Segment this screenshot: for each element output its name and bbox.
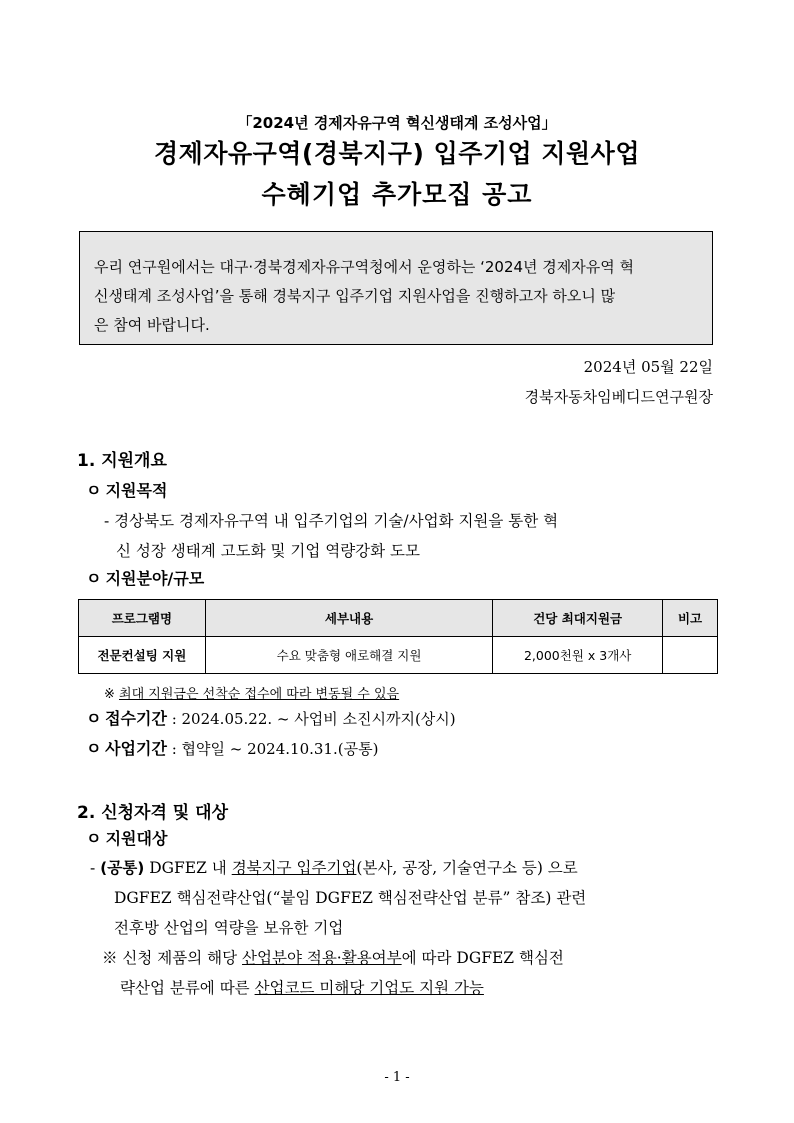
period-label: 사업기간 (105, 739, 167, 758)
purpose-line: - 경상북도 경제자유구역 내 입주기업의 기술/사업화 지원을 통한 혁 (104, 512, 559, 530)
note-line (102, 943, 718, 973)
note-line (102, 973, 718, 1003)
field-heading (86, 566, 204, 589)
text: (본사, 공장, 기술연구소 등) 으로 (356, 859, 578, 877)
intro-line: 우리 연구원에서는 대구·경북경제자유구역청에서 운영하는 ‘2024년 경제자유역 혁 (94, 258, 635, 276)
purpose-heading-label: 지원목적 (105, 481, 168, 500)
document-title-line2: 수혜기업 추가모집 공고 (261, 180, 533, 209)
announcement-date: 2024년 05월 22일 (583, 358, 713, 376)
table-header-row (79, 600, 718, 637)
program-table (78, 599, 718, 674)
business-period-row (86, 736, 378, 759)
table-note (104, 683, 399, 702)
intro-box (79, 231, 713, 345)
intro-line: 신생태계 조성사업’을 통해 경북지구 입주기업 지원사업을 진행하고자 하오니 많 (94, 287, 616, 305)
receipt-label: 접수기간 (105, 709, 167, 728)
eligibility-text (90, 853, 718, 943)
receipt-period-row (86, 706, 456, 729)
section2-title: 2. 신청자격 및 대상 (77, 803, 228, 823)
eligibility-line (90, 853, 718, 883)
underlined-text: 경북지구 입주기업 (231, 859, 357, 877)
eligibility-note (102, 943, 718, 1003)
purpose-line: 신 성장 생태계 고도화 및 기업 역량강화 도모 (116, 542, 421, 560)
bullet-icon: ㅇ (86, 829, 102, 848)
table-header-cell: 프로그램명 (79, 600, 206, 637)
purpose-text (104, 506, 716, 566)
organization-name: 경북자동차임베디드연구원장 (524, 388, 713, 406)
table-header-cell: 비고 (663, 600, 718, 637)
underlined-text: 산업코드 미해당 기업도 지원 가능 (254, 979, 484, 997)
table-header-cell: 건당 최대지원금 (493, 600, 663, 637)
receipt-value: : 2024.05.22. ~ 사업비 소진시까지(상시) (166, 710, 456, 728)
document-title-line1: 경제자유구역(경북지구) 입주기업 지원사업 (154, 139, 640, 168)
dash: - (90, 859, 101, 877)
bullet-icon: ㅇ (86, 569, 102, 588)
bullet-icon: ㅇ (86, 481, 102, 500)
period-value: : 협약일 ~ 2024.10.31.(공통) (166, 740, 379, 758)
note-text: 최대 지원금은 선착순 접수에 따라 변동될 수 있음 (119, 687, 400, 702)
text: ※ 신청 제품의 해당 (102, 949, 243, 967)
table-cell: 수요 맞춤형 애로해결 지원 (205, 637, 493, 674)
page-number: - 1 - (384, 1070, 410, 1085)
common-tag: (공통) (100, 859, 145, 877)
table-cell: 전문컨설팅 지원 (79, 637, 206, 674)
purpose-heading (86, 478, 167, 501)
table-cell: 2,000천원 x 3개사 (493, 637, 663, 674)
table-cell (663, 637, 718, 674)
text: DGFEZ 내 (144, 859, 232, 877)
target-heading-label: 지원대상 (105, 829, 168, 848)
eligibility-line: 전후방 산업의 역량을 보유한 기업 (114, 919, 344, 937)
note-mark: ※ (104, 687, 120, 702)
eligibility-line: DGFEZ 핵심전략산업(“붙임 DGFEZ 핵심전략산업 분류” 참조) 관련 (114, 889, 587, 907)
section1-title: 1. 지원개요 (77, 451, 167, 471)
table-header-cell: 세부내용 (205, 600, 493, 637)
bullet-icon: ㅇ (86, 709, 102, 728)
field-heading-label: 지원분야/규모 (105, 569, 205, 588)
target-heading (86, 826, 167, 849)
table-row (79, 637, 718, 674)
text: 략산업 분류에 따른 (120, 979, 255, 997)
bullet-icon: ㅇ (86, 739, 102, 758)
text: 에 따라 DGFEZ 핵심전 (401, 949, 564, 967)
document-subtitle: 「2024년 경제자유구역 혁신생태계 조성사업」 (237, 114, 557, 132)
intro-line: 은 참여 바랍니다. (94, 316, 210, 334)
underlined-text: 산업분야 적용·활용여부 (242, 949, 402, 967)
